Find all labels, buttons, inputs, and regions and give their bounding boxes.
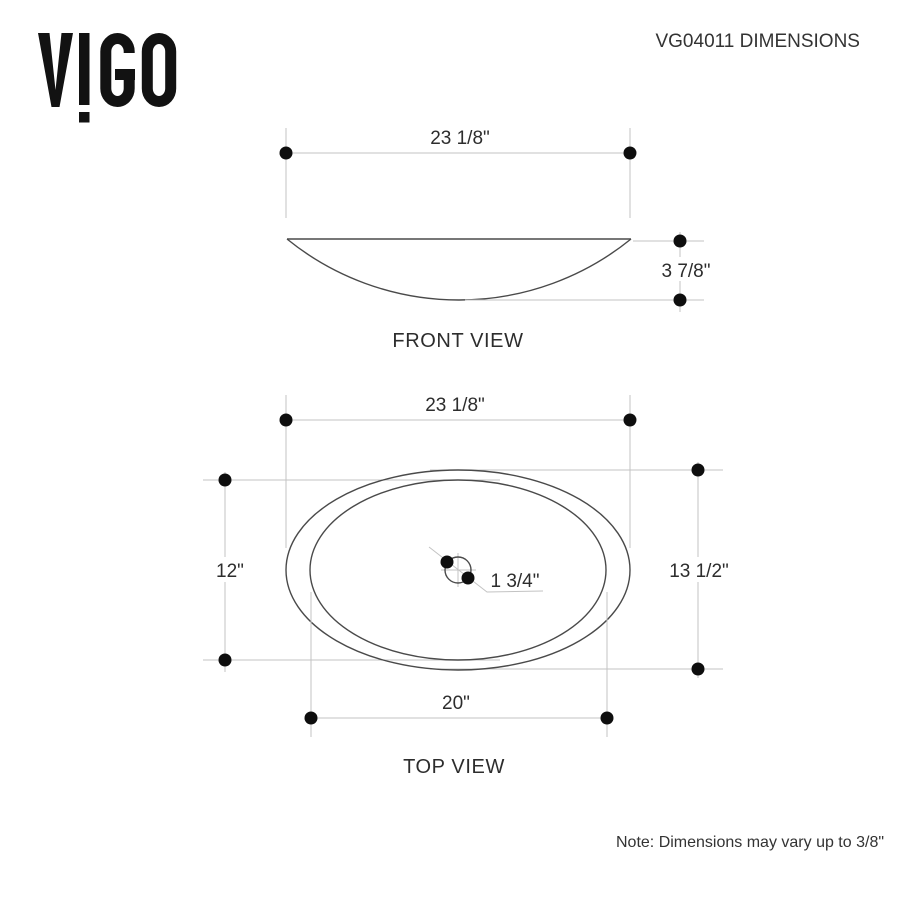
dim-dot <box>219 654 232 667</box>
front-width-label: 23 1/8" <box>430 128 490 149</box>
drain-diameter-label: 1 3/4" <box>490 571 540 592</box>
sink-bowl-curve <box>287 239 631 300</box>
vigo-logo <box>38 33 171 123</box>
top-outer-height-label: 13 1/2" <box>669 561 729 582</box>
dim-dot <box>624 147 637 160</box>
logo-letter-g-gap <box>123 53 141 69</box>
front-view-title: FRONT VIEW <box>392 330 524 352</box>
logo-letter-g-bar <box>115 69 135 80</box>
front-height-label: 3 7/8" <box>661 261 711 282</box>
dim-dot <box>601 712 614 725</box>
logo-letter-i-dot <box>79 112 90 123</box>
tolerance-note: Note: Dimensions may vary up to 3/8" <box>616 834 885 851</box>
dim-dot <box>624 414 637 427</box>
dim-dot <box>280 414 293 427</box>
sheet-title: VG04011 DIMENSIONS <box>655 31 860 52</box>
dim-dot <box>280 147 293 160</box>
dim-dot <box>441 556 454 569</box>
dim-dot <box>692 464 705 477</box>
logo-letter-o <box>147 39 170 102</box>
dim-dot <box>305 712 318 725</box>
dim-dot <box>674 294 687 307</box>
front-view <box>280 128 715 352</box>
top-view-title: TOP VIEW <box>403 756 505 778</box>
logo-letter-i <box>79 33 90 105</box>
top-inner-height-label: 12" <box>216 561 244 582</box>
logo-letter-v <box>38 33 73 107</box>
top-inner-width-label: 20" <box>442 693 470 714</box>
top-outer-width-label: 23 1/8" <box>425 395 485 416</box>
dim-dot <box>219 474 232 487</box>
dim-dot <box>692 663 705 676</box>
dim-dot <box>462 572 475 585</box>
top-view <box>203 395 733 778</box>
dim-dot <box>674 235 687 248</box>
